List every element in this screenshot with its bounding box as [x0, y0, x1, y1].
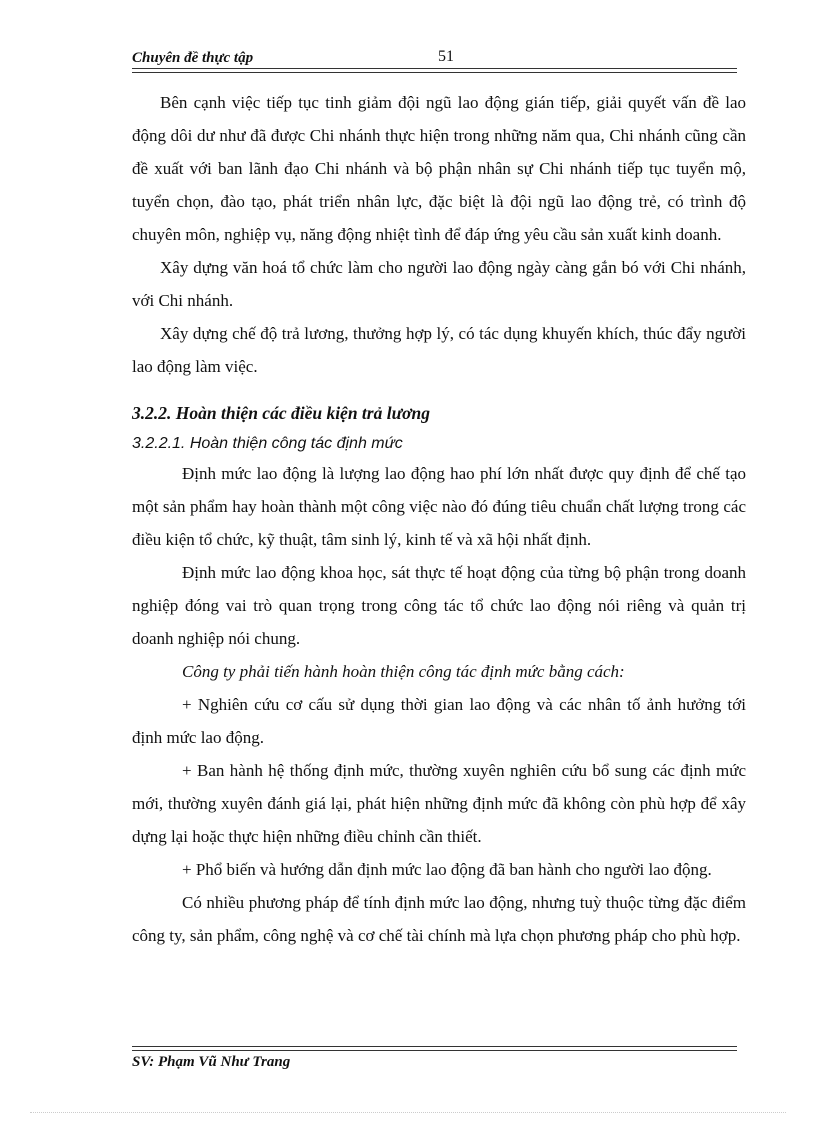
student-name: SV: Phạm Vũ Như Trang	[132, 1054, 291, 1070]
footer-rule	[132, 1046, 737, 1051]
paragraph-5: Định mức lao động khoa học, sát thực tế hoạt động của từng bộ phận trong doanh nghiệp đóng vai trò quan trọng trong công tác tổ chức lao động nói riêng và quản trị doanh nghiệp nói chung.	[132, 563, 746, 648]
page-header	[132, 48, 737, 70]
paragraph-1: Bên cạnh việc tiếp tục tinh giảm đội ngũ lao động gián tiếp, giải quyết vấn đề lao động dôi dư như đã được Chi nhánh thực hiện trong những năm qua, Chi nhánh cũng cần đề xuất với ban lãnh đạo Chi nhánh và bộ phận nhân sự Chi nhánh tiếp tục tuyển mộ, tuyển chọn, đào tạo, phát triển nhân lực, đặc biệt là đội ngũ lao động trẻ, có trình độ chuyên môn, nghiệp vụ, năng động nhiệt tình để đáp ứng yêu cầu sản xuất kinh doanh.	[132, 93, 746, 244]
paragraph-6: Công ty phải tiến hành hoàn thiện công tác định mức bằng cách:	[182, 662, 625, 681]
subsection-heading: 3.2.2.1. Hoàn thiện công tác định mức	[132, 435, 403, 452]
paragraph-4: Định mức lao động là lượng lao động hao phí lớn nhất được quy định để chế tạo một sản phẩm hay hoàn thành một công việc nào đó đúng tiêu chuẩn chất lượng trong các điều kiện tổ chức, kỹ thuật, tâm sinh lý, kinh tế và xã hội nhất định.	[132, 464, 746, 549]
page-bottom-divider	[30, 1112, 786, 1113]
paragraph-3: Xây dựng chế độ trả lương, thưởng hợp lý, có tác dụng khuyến khích, thúc đẩy người lao động làm việc.	[132, 324, 746, 376]
bullet-1: + Nghiên cứu cơ cấu sử dụng thời gian lao động và các nhân tố ảnh hưởng tới định mức lao động.	[132, 695, 746, 747]
bullet-2: + Ban hành hệ thống định mức, thường xuyên nghiên cứu bổ sung các định mức mới, thường xuyên đánh giá lại, phát hiện những định mức đã không còn phù hợp để xây dựng lại hoặc thực hiện những điều chỉnh cần thiết.	[132, 761, 746, 846]
section-heading: 3.2.2. Hoàn thiện các điều kiện trả lương	[132, 403, 430, 423]
page-number: 51	[438, 48, 454, 65]
paragraph-2: Xây dựng văn hoá tổ chức làm cho người lao động ngày càng gắn bó với Chi nhánh, với Chi nhánh.	[132, 258, 746, 310]
document-body	[132, 86, 746, 952]
document-title: Chuyên đề thực tập	[132, 50, 254, 66]
bullet-3: + Phổ biến và hướng dẫn định mức lao động đã ban hành cho người lao động.	[182, 860, 712, 879]
header-rule	[132, 68, 737, 73]
paragraph-7: Có nhiều phương pháp để tính định mức lao động, nhưng tuỳ thuộc từng đặc điểm công ty, sản phẩm, công nghệ và cơ chế tài chính mà lựa chọn phương pháp cho phù hợp.	[132, 893, 746, 945]
